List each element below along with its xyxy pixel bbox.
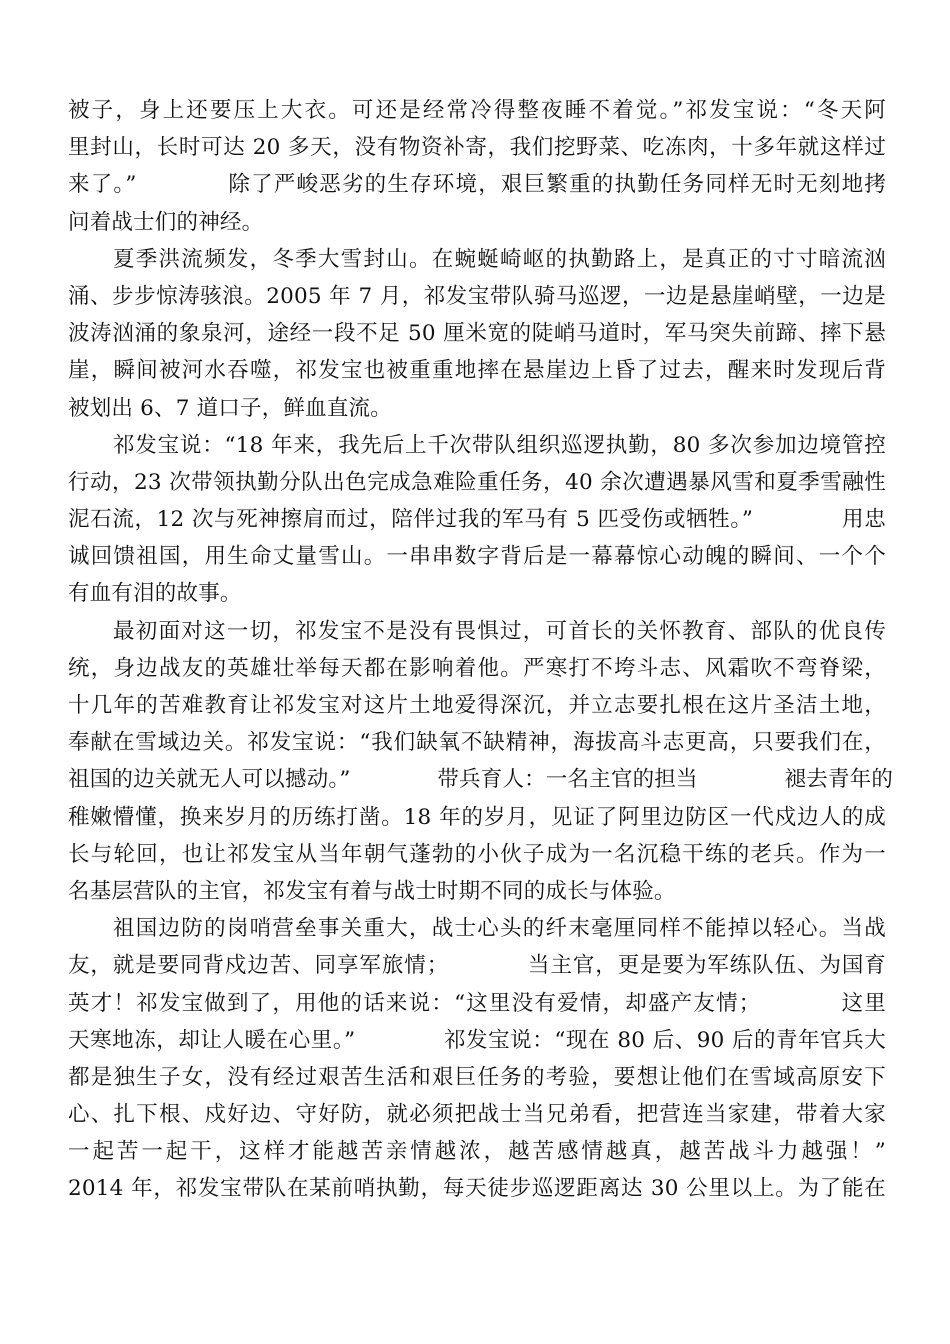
text-line: 都是独生子女，没有经过艰苦生活和艰巨任务的考验，要想让他们在雪域高原安下: [68, 1064, 886, 1090]
text-line: 行动，23 次带领执勤分队出色完成急难险重任务，40 余次遭遇暴风雪和夏季雪融性: [68, 469, 886, 495]
text-line: 泥石流，12 次与死神擦肩而过，陪伴过我的军马有 5 匹受伤或牺牲。” 用忠: [68, 507, 886, 533]
text-line: 祁发宝说：“18 年来，我先后上千次带队组织巡逻执勤，80 多次参加边境管控: [113, 432, 886, 458]
text-line: 崖，瞬间被河水吞噬，祁发宝也被重重地摔在悬崖边上昏了过去，醒来时发现后背: [68, 358, 886, 384]
text-line: 统，身边战友的英雄壮举每天都在影响着他。严寒打不垮斗志、风霜吹不弯脊梁，: [68, 655, 886, 681]
text-line: 诚回馈祖国，用生命丈量雪山。一串串数字背后是一幕幕惊心动魄的瞬间、一个个: [68, 544, 886, 570]
text-line: 波涛汹涌的象泉河，途经一段不足 50 厘米宽的陡峭马道时，军马突失前蹄、摔下悬: [68, 321, 886, 347]
text-line: 心、扎下根、戍好边、守好防，就必须把战士当兄弟看，把营连当家建，带着大家: [68, 1102, 886, 1128]
text-line: 天寒地冻，却让人暖在心里。” 祁发宝说：“现在 80 后、90 后的青年官兵大: [68, 1027, 886, 1053]
text-line: 夏季洪流频发，冬季大雪封山。在蜿蜒崎岖的执勤路上，是真正的寸寸暗流汹: [113, 246, 886, 272]
text-line: 长与轮回，也让祁发宝从当年朝气蓬勃的小伙子成为一名沉稳干练的老兵。作为一: [68, 841, 886, 867]
text-line: 问着战士们的神经。: [68, 209, 264, 235]
text-line: 奉献在雪域边关。祁发宝说：“我们缺氧不缺精神，海拔高斗志更高，只要我们在，: [68, 730, 886, 756]
text-line: 十几年的苦难教育让祁发宝对这片土地爱得深沉，并立志要扎根在这片圣洁土地，: [68, 693, 886, 718]
text-line: 2014 年，祁发宝带队在某前哨执勤，每天徒步巡逻距离达 30 公里以上。为了能在: [68, 1176, 886, 1202]
text-line: 稚嫩懵懂，换来岁月的历练打凿。18 年的岁月，见证了阿里边防区一代戍边人的成: [68, 804, 886, 830]
text-line: 英才！祁发宝做到了，用他的话来说：“这里没有爱情，却盛产友情； 这里: [68, 990, 886, 1016]
text-line: 被划出 6、7 道口子，鲜血直流。: [68, 395, 392, 421]
text-line: 来了。” 除了严峻恶劣的生存环境，艰巨繁重的执勤任务同样无时无刻地拷: [68, 172, 886, 198]
text-line: 涌、步步惊涛骇浪。2005 年 7 月，祁发宝带队骑马巡逻，一边是悬崖峭壁，一边是: [68, 283, 886, 309]
text-line: 里封山，长时可达 20 多天，没有物资补寄，我们挖野菜、吃冻肉，十多年就这样过: [68, 135, 886, 161]
text-line: 被子，身上还要压上大衣。可还是经常冷得整夜睡不着觉。”祁发宝说：“冬天阿: [68, 98, 886, 123]
text-line: 名基层营队的主官，祁发宝有着与战士时期不同的成长与体验。: [68, 878, 676, 904]
document-body: [68, 92, 894, 1208]
text-line: 友，就是要同背戍边苦、同享军旅情； 当主官，更是要为军练队伍、为国育: [68, 953, 886, 979]
text-line: 最初面对这一切，祁发宝不是没有畏惧过，可首长的关怀教育、部队的优良传: [113, 618, 886, 644]
text-line: 有血有泪的故事。: [68, 581, 242, 607]
text-line: 一起苦一起干，这样才能越苦亲情越浓，越苦感情越真，越苦战斗力越强！”: [68, 1139, 886, 1165]
text-line: 祖国边防的岗哨营垒事关重大，战士心头的纤末毫厘同样不能掉以轻心。当战: [113, 916, 886, 942]
text-line: 祖国的边关就无人可以撼动。” 带兵育人：一名主官的担当 褪去青年的: [68, 767, 894, 793]
